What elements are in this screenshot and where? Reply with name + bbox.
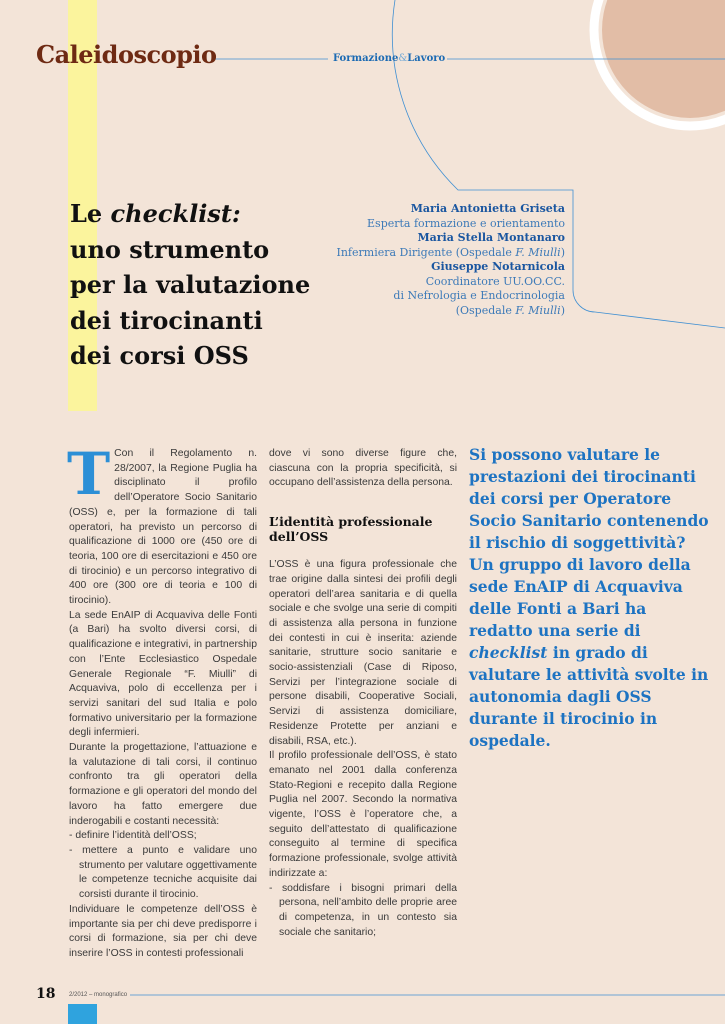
page-number: 18	[36, 986, 56, 1002]
paragraph: Con il Regolamento n. 28/2007, la Regione Puglia ha disciplinato il profilo dell’Operatore Socio Sanitario (OSS) e, per la formazione di tali operatori, ha previsto un percorso di qualificazione di 1000 ore (450 ore di teoria, 100 ore di esercitazioni e 450 ore di tirocinio) e un percorso integrativo di 400 ore (300 ore di teoria e 100 di tirocinio).	[69, 448, 257, 607]
drop-cap: T	[67, 440, 111, 508]
text-column-2	[269, 447, 457, 940]
author-role: (Ospedale F. Miulli)	[455, 303, 565, 317]
author-role: di Nefrologia e Endocrinologia	[393, 289, 565, 302]
issue-label: 2/2012 – monografico	[69, 992, 128, 998]
bullet-list	[69, 829, 257, 903]
section-heading: L’identità professionale dell’OSS	[269, 514, 433, 544]
list-item: - definire l’identità dell’OSS;	[69, 830, 197, 842]
author-role: Coordinatore UU.OO.CC.	[425, 274, 565, 288]
author-name: Giuseppe Notarnicola	[431, 260, 565, 273]
paragraph: dove vi sono diverse figure che, ciascuna con la propria specificità, si occupano dell’assistenza della persona.	[269, 448, 457, 489]
paragraph: La sede EnAIP di Acquaviva delle Fonti (a Bari) ha svolto diversi corsi, di qualificazione e integrativi, in partnership con l’Ente Ecclesiastico Ospedale Generale Regionale “F. Miulli” di Acquaviva, polo di eccellenza per i servizi sanitari del sud Italia e polo formativo universitario per la formazione degli infermieri.	[69, 609, 257, 739]
bullet-list	[269, 882, 457, 941]
brand-title: Caleidoscopio	[36, 40, 217, 69]
author-role: Esperta formazione e orientamento	[367, 216, 565, 230]
list-item: - mettere a punto e validare uno strumento per valutare oggettivamente le competenze tecniche acquisite dai corsisti durante il tirocinio.	[69, 844, 257, 901]
paragraph: Individuare le competenze dell’OSS è importante sia per chi deve predisporre i corsi di formazione, sia per chi deve inserire l’OSS in contesti professionali	[69, 903, 257, 959]
section-label: Formazione&Lavoro	[333, 53, 446, 64]
paragraph: Durante la progettazione, l’attuazione e la valutazione di tali corsi, il continuo confronto tra gli operatori della formazione e gli operatori del mondo del lavoro ha fatto emergere due inderogabili e costanti necessità:	[69, 742, 257, 827]
authors-block	[337, 202, 566, 318]
text-column-1	[67, 440, 257, 962]
author-name: Maria Antonietta Griseta	[410, 202, 565, 215]
paragraph: Il profilo professionale dell’OSS, è stato emanato nel 2001 dalla conferenza Stato-Regioni e recepito dalla Regione Puglia nel 2007. Secondo la normativa vigente, l’OSS è l’operatore che, a seguito dell’attestato di qualificazione conseguito al termine di specifica formazione professionale, svolge attività indirizzate a:	[269, 750, 457, 879]
paragraph: L’OSS è una figura professionale che trae origine dalla sintesi dei profili degli operatori dell’area sanitaria e di quella sociale e che svolge una serie di compiti di assistenza alla persona in funzione dei contesti in cui è inserita: aziende sanitarie, strutture socio sanitarie e socio-assistenziali (Case di Riposo, Servizi per l’integrazione sociale di persone disabili, Cooperative Sociali, Servizi di assistenza domiciliare, Residenze Protette per anziani e disabili, RSA, etc.).	[269, 559, 457, 747]
author-role: Infermiera Dirigente (Ospedale F. Miulli)	[336, 245, 565, 259]
pull-quote: Si possono valutare le prestazioni dei tirocinanti dei corsi per Operatore Socio Sanitario contenendo il rischio di soggettività? Un gruppo di lavoro della sede EnAIP di Acquaviva delle Fonti a Bari ha redatto una serie di checklist in grado di valutare le attività svolte in autonomia dagli OSS durante il tirocinio in ospedale.	[469, 445, 709, 750]
list-item: - soddisfare i bisogni primari della persona, nell’ambito delle proprie aree di competenza, in un contesto sia sociale che sanitario;	[269, 882, 457, 938]
article-title: Le checklist: uno strumento per la valutazione dei tirocinanti dei corsi OSS	[70, 199, 311, 370]
author-name: Maria Stella Montanaro	[417, 231, 565, 244]
